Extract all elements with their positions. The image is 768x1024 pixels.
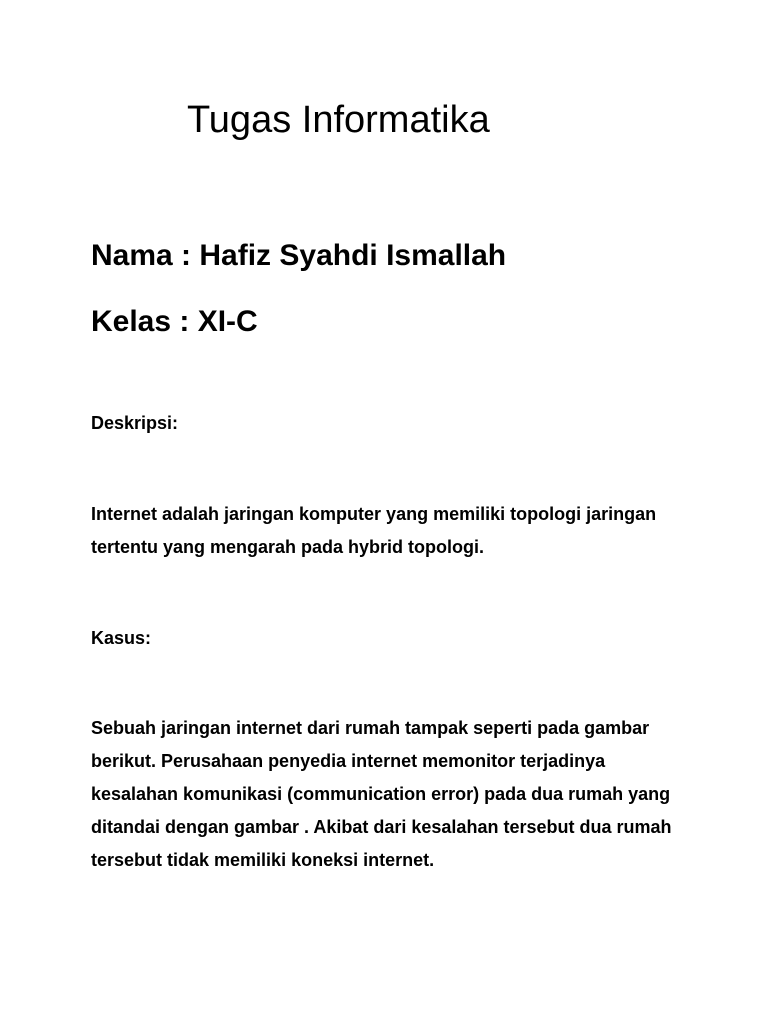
document-title: Tugas Informatika [187,99,490,141]
student-name: Nama : Hafiz Syahdi Ismallah [91,239,507,272]
case-heading: Kasus: [91,628,152,648]
description-paragraph: Internet adalah jaringan komputer yang memiliki topologi jaringan tertentu yang mengarah pada hybrid topologi. [91,504,657,557]
description-heading: Deskripsi: [91,413,179,433]
student-class: Kelas : XI-C [91,305,258,338]
case-paragraph: Sebuah jaringan internet dari rumah tampak seperti pada gambar berikut. Perusahaan penyedia internet memonitor terjadinya kesalahan komunikasi (communication error) pada dua rumah yang ditandai dengan gambar . Akibat dari kesalahan tersebut dua rumah tersebut tidak memiliki koneksi internet. [91,718,672,870]
